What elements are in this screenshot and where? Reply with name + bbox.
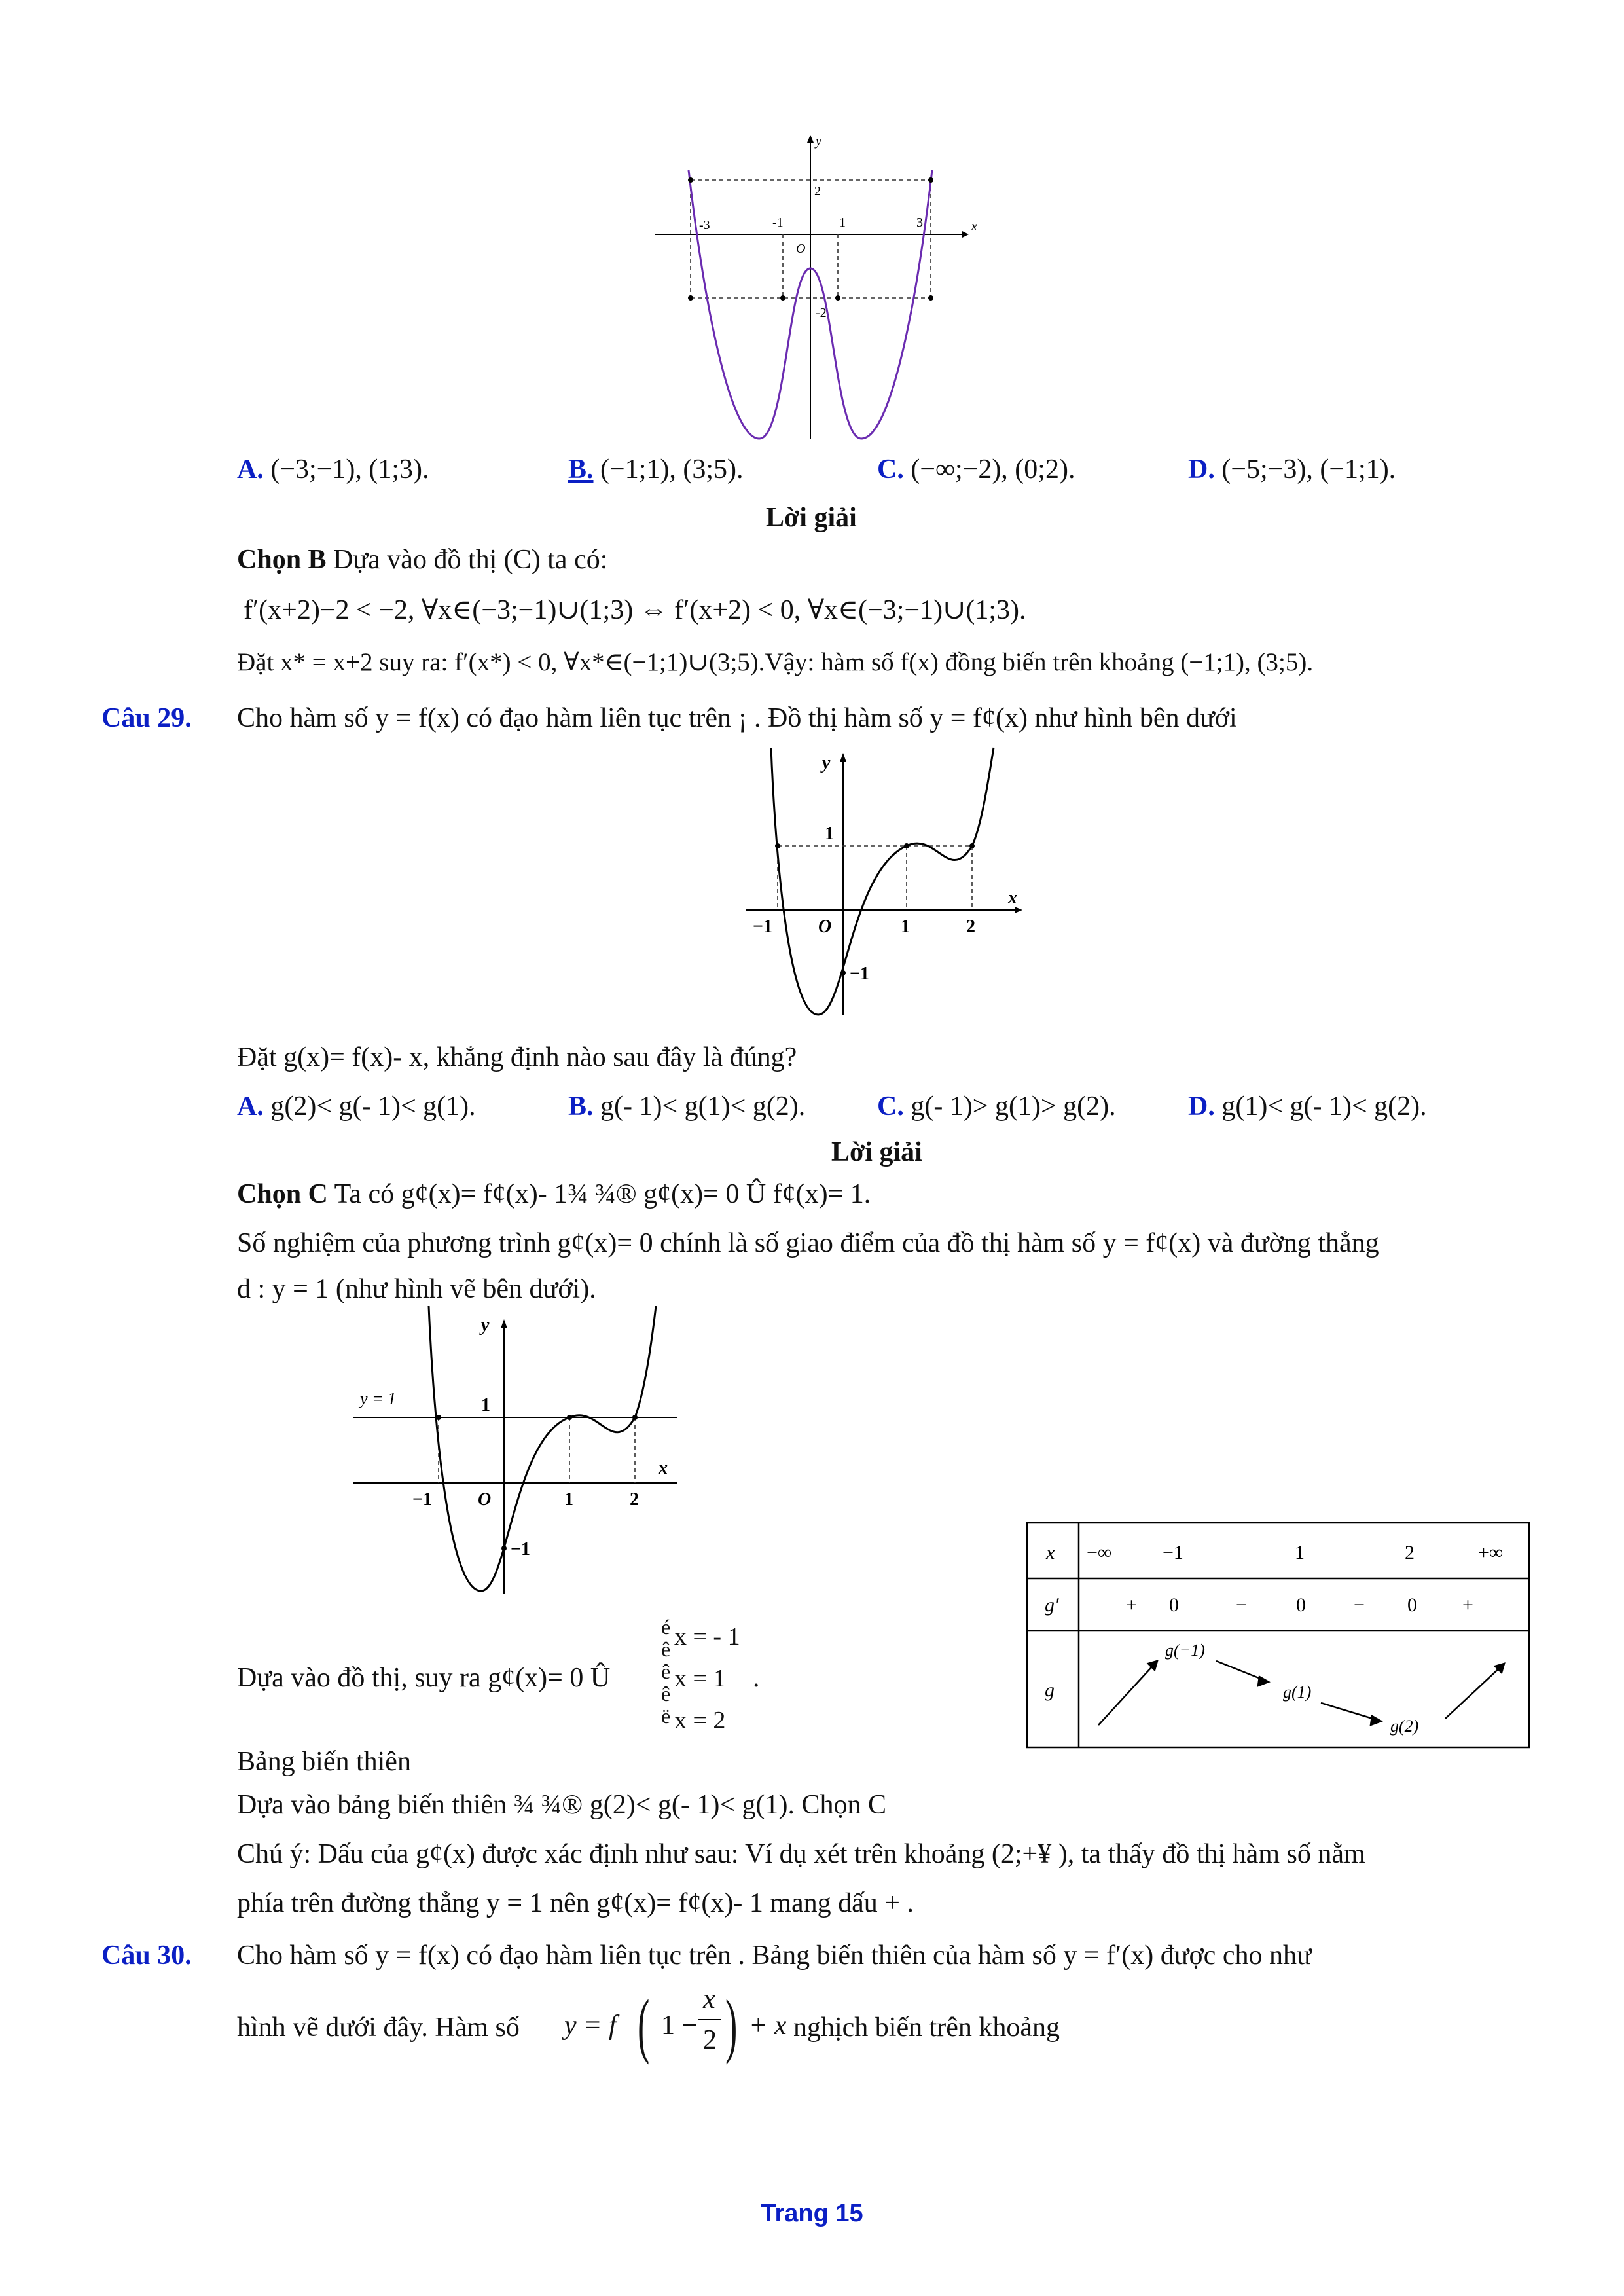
table-x-value: 2 (1405, 1542, 1415, 1563)
graph-2 (746, 740, 1034, 1028)
q30-text2b: nghịch biến trên khoảng (793, 2013, 1060, 2043)
q28-option-d[interactable]: D. (−5;−3), (−1;1). (1188, 454, 1396, 484)
tick-x: 2 (630, 1489, 639, 1510)
table-x-label: x (1046, 1542, 1055, 1563)
q28-solution-line1: Chọn B Dựa vào đồ thị (C) ta có: (237, 545, 608, 575)
q29-sol-line4: Dựa vào đồ thị, suy ra g¢(x)= 0 Û (237, 1663, 611, 1693)
tick-y: -2 (816, 306, 827, 320)
table-x-value: −∞ (1087, 1542, 1112, 1563)
graph-3 (347, 1306, 687, 1607)
axis-x-label: x (971, 219, 977, 234)
table-g-value: g(2) (1390, 1717, 1419, 1736)
variation-table (1026, 1522, 1530, 1749)
origin-label: O (796, 242, 806, 256)
q29-sol-line1: Chọn C Ta có g¢(x)= f¢(x)- 1¾ ¾® g¢(x)= 0 Û f¢(x)= 1. (237, 1179, 871, 1209)
q29-option-a[interactable]: A. g(2)< g(- 1)< g(1). (237, 1091, 476, 1121)
q29-sol-line2: Số nghiệm của phương trình g¢(x)= 0 chính là số giao điểm của đồ thị hàm số y = f¢(x) và đường thẳng (237, 1228, 1379, 1258)
q29-question: Đặt g(x)= f(x)- x, khẳng định nào sau đây là đúng? (237, 1042, 797, 1072)
tick-x: −1 (753, 917, 772, 937)
q28-option-a[interactable]: A. (−3;−1), (1;3). (237, 454, 429, 484)
tick-x: 1 (901, 917, 910, 937)
table-g-value: g(1) (1283, 1683, 1312, 1702)
origin-label: O (478, 1489, 492, 1510)
axis-y-label: y (822, 753, 831, 773)
axis-x-label: x (659, 1458, 668, 1478)
tick-x: 3 (916, 215, 923, 230)
q29-option-c[interactable]: C. g(- 1)> g(1)> g(2). (877, 1091, 1116, 1121)
page-footer: Trang 15 (761, 2200, 863, 2227)
line-label: y = 1 (360, 1389, 397, 1408)
q28-solution-heading: Lời giải (766, 503, 857, 533)
system-equations: x = - 1 x = 1 x = 2 (674, 1623, 740, 1734)
q29-label: Câu 29. (101, 703, 192, 733)
table-g-value: g(−1) (1165, 1641, 1205, 1660)
tick-y: 1 (481, 1395, 490, 1415)
table-gprime-value: 0 (1169, 1594, 1179, 1616)
origin-label: O (818, 917, 832, 937)
tick-x: 2 (966, 917, 975, 937)
table-gprime-value: + (1462, 1594, 1473, 1616)
table-x-value: −1 (1163, 1542, 1183, 1563)
q29-sol-line5: Bảng biến thiên (237, 1747, 411, 1777)
table-gprime-value: 0 (1296, 1594, 1306, 1616)
table-x-value: 1 (1295, 1542, 1305, 1563)
table-g-label: g (1045, 1679, 1055, 1701)
table-x-value: +∞ (1478, 1542, 1504, 1563)
q30-text2: hình vẽ dưới đây. Hàm số (237, 2013, 520, 2043)
tick-x: 1 (839, 215, 846, 230)
q29-option-b[interactable]: B. g(- 1)< g(1)< g(2). (568, 1091, 806, 1121)
table-gprime-label: g′ (1045, 1594, 1059, 1616)
table-gprime-value: 0 (1407, 1594, 1417, 1616)
q30-text: Cho hàm số y = f(x) có đạo hàm liên tục trên . Bảng biến thiên của hàm số y = f′(x) được cho như (237, 1941, 1312, 1971)
tick-y: 2 (814, 184, 821, 198)
q29-option-d[interactable]: D. g(1)< g(- 1)< g(2). (1188, 1091, 1427, 1121)
q29-sol-line7: Chú ý: Dấu của g¢(x) được xác định như sau: Ví dụ xét trên khoảng (2;+¥ ), ta thấy đồ thị hàm số nằm (237, 1839, 1365, 1869)
tick-x: -3 (699, 218, 710, 232)
tick-x: −1 (412, 1489, 432, 1510)
q29-sol-line6: Dựa vào bảng biến thiên ¾ ¾® g(2)< g(- 1)< g(1). Chọn C (237, 1790, 887, 1820)
system-end: . (753, 1663, 760, 1693)
system-bracket: é ê ê ê ë (661, 1615, 671, 1728)
q30-label: Câu 30. (101, 1941, 192, 1971)
table-gprime-value: − (1236, 1594, 1247, 1616)
q29-sol-line3: d : y = 1 (như hình vẽ bên dưới). (237, 1274, 596, 1304)
q28-option-c[interactable]: C. (−∞;−2), (0;2). (877, 454, 1075, 484)
q29-text: Cho hàm số y = f(x) có đạo hàm liên tục trên ¡ . Đồ thị hàm số y = f¢(x) như hình bên dưới (237, 703, 1237, 733)
axis-y-label: y (816, 134, 821, 149)
q28-option-b[interactable]: B. (−1;1), (3;5). (568, 454, 744, 484)
table-gprime-value: + (1126, 1594, 1137, 1616)
axis-x-label: x (1008, 888, 1017, 908)
axis-y-label: y (481, 1315, 490, 1336)
q28-solution-line3: Đặt x* = x+2 suy ra: f′(x*) < 0, ∀x*∈(−1;1)∪(3;5).Vậy: hàm số f(x) đồng biến trên khoảng (−1;1), (3;5). (237, 648, 1314, 676)
tick-x: -1 (772, 215, 784, 230)
tick-y: 1 (825, 824, 834, 844)
table-gprime-value: − (1354, 1594, 1365, 1616)
tick-y: −1 (850, 964, 869, 984)
q29-sol-line8: phía trên đường thẳng y = 1 nên g¢(x)= f¢(x)- 1 mang dấu + . (237, 1888, 914, 1918)
q28-solution-line2: f′(x+2)−2 < −2, ∀x∈(−3;−1)∪(1;3) ⇔ f′(x+2) < 0, ∀x∈(−3;−1)∪(1;3). (244, 595, 1026, 625)
graph-1 (655, 131, 982, 445)
tick-x: 1 (564, 1489, 573, 1510)
q29-solution-heading: Lời giải (831, 1137, 922, 1167)
tick-y: −1 (511, 1539, 530, 1559)
